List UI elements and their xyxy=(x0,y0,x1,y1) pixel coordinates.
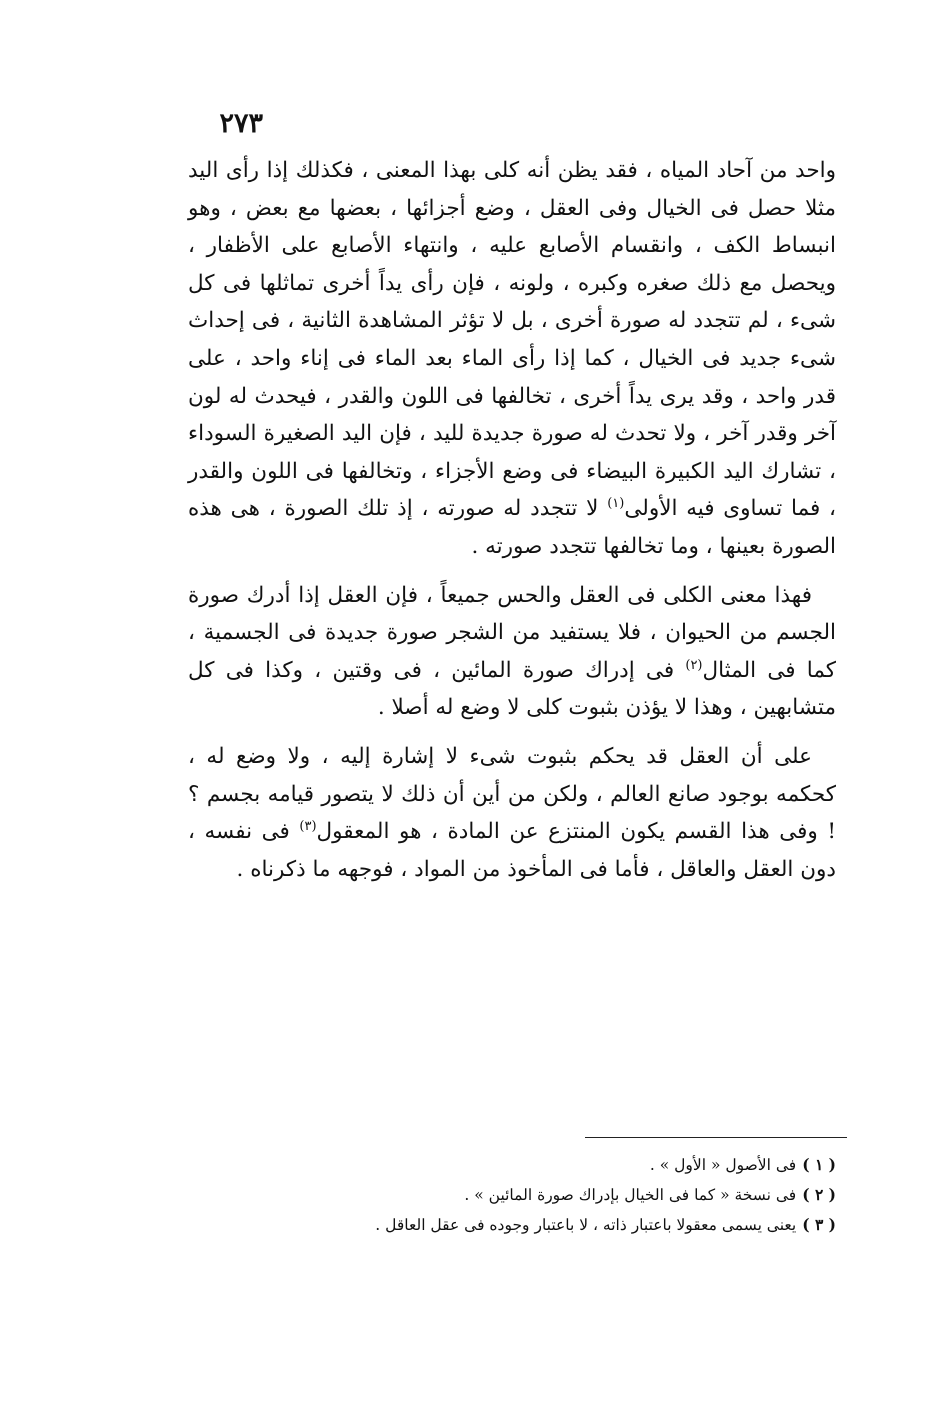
paragraph-2-text-a: فهذا معنى الكلى فى العقل والحس جميعاً ، فإن العقل إذا أدرك صورة الجسم من الحيوان ، فلا يستفيد من الشجر صورة جديدة فى الجسمية ، كما فى المثال xyxy=(188,582,836,683)
footnote-1 xyxy=(300,1150,836,1180)
paragraph-3 xyxy=(188,738,836,888)
paragraph-2-text-b: فى إدراك صورة المائين ، فى وقتين ، وكذا فى كل متشابهين ، وهذا لا يؤذن بثبوت كلى لا وضع له أصلا . xyxy=(188,657,836,721)
footnote-ref-1: (١) xyxy=(607,496,625,512)
page-number: ٢٧٣ xyxy=(219,108,263,139)
footnote-1-text: فى الأصول « الأول » . xyxy=(649,1156,797,1174)
footnote-ref-2: (٢) xyxy=(685,657,703,673)
footnote-3 xyxy=(300,1210,836,1240)
footnote-ref-3: (٣) xyxy=(299,818,317,834)
paragraph-1 xyxy=(188,152,836,566)
paragraph-3-text-a: على أن العقل قد يحكم بثبوت شىء لا إشارة إليه ، ولا وضع له ، كحكمه بوجود صانع العالم ، ولكن من أين أن ذلك لا يتصور قيامه بجسم ؟ ! وفى هذا القسم يكون المنتزع عن المادة ، هو المعقول xyxy=(188,743,836,845)
footnote-2-number: ( ٢ ) xyxy=(802,1185,836,1204)
paragraph-1-text-b: لا تتجدد له صورته ، إذ تلك الصورة ، هى هذه الصورة بعينها ، وما تخالفها تتجدد صورته . xyxy=(188,496,836,559)
footnote-2-text: فى نسخة « كما فى الخيال بإدراك صورة المائين » . xyxy=(464,1186,797,1204)
paragraph-1-text-a: واحد من آحاد المياه ، فقد يظن أنه كلى بهذا المعنى ، فكذلك إذا رأى اليد مثلا حصل فى الخيال وفى العقل ، وضع أجزائها ، بعضها مع بعض ، وهو انبساط الكف ، وانقسام الأصابع عليه ، وانتهاء الأصابع على الأظفار ، ويحصل مع ذلك صغره وكبره ، ولونه ، فإن رأى يداً أخرى تماثلها فى كل شىء ، لم تتجدد له صورة أخرى ، بل لا تؤثر المشاهدة الثانية ، فى إحداث شىء جديد فى الخيال ، كما إذا رأى الماء بعد الماء فى إناء واحد ، على قدر واحد ، وقد يرى يداً أخرى ، تخالفها فى اللون والقدر ، فيحدث له لون آخر وقدر آخر ، ولا تحدث له صورة جديدة لليد ، فإن اليد الصغيرة السوداء ، تشارك اليد الكبيرة البيضاء فى وضع الأجزاء ، وتخالفها فى اللون والقدر ، فما تساوى فيه الأولى xyxy=(188,158,836,522)
footnotes-section xyxy=(300,1150,836,1240)
footnote-3-text: يعنى يسمى معقولا باعتبار ذاته ، لا باعتبار وجوده فى عقل العاقل . xyxy=(375,1216,797,1234)
footnote-3-number: ( ٣ ) xyxy=(802,1215,836,1234)
footnote-separator xyxy=(585,1137,847,1138)
paragraph-2 xyxy=(188,577,836,727)
footnote-2 xyxy=(300,1180,836,1210)
paragraph-3-text-b: فى نفسه ، دون العقل والعاقل ، فأما فى المأخوذ من المواد ، فوجهه ما ذكرناه . xyxy=(188,819,836,882)
main-text-body xyxy=(188,152,836,888)
footnote-1-number: ( ١ ) xyxy=(802,1155,836,1174)
